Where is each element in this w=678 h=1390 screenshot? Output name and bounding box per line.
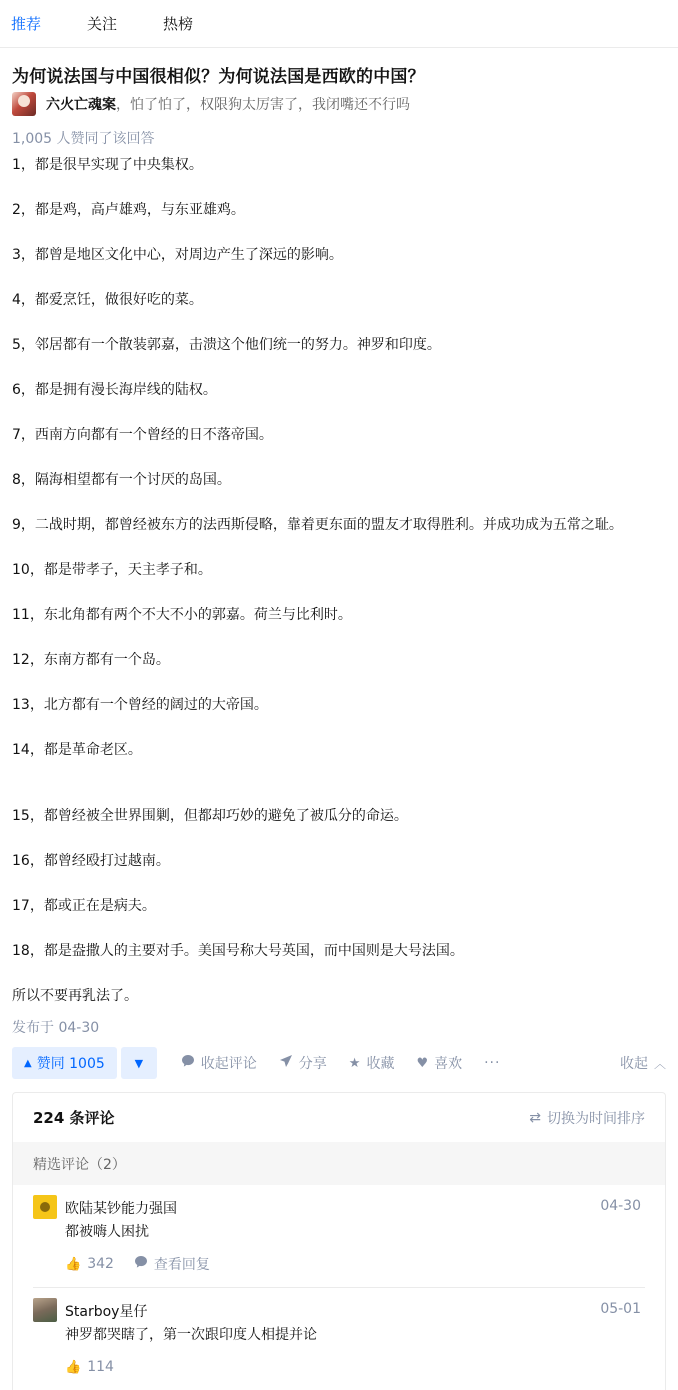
more-button[interactable] xyxy=(484,1055,500,1071)
comment-bubble-icon xyxy=(181,1054,195,1072)
author-avatar[interactable] xyxy=(12,92,36,116)
answer-paragraph: 11，东北角都有两个不大不小的郭嘉。荷兰与比利时。 xyxy=(12,607,352,623)
question-title[interactable]: 为何说法国与中国很相似？为何说法国是西欧的中国？ xyxy=(12,67,425,87)
comment-bubble-icon xyxy=(134,1255,148,1273)
comment-item xyxy=(13,1185,665,1279)
answer-paragraph: 10，都是带孝子，天主孝子和。 xyxy=(12,562,212,578)
comment-date: 05-01 xyxy=(600,1301,641,1317)
collapse-answer-button[interactable] xyxy=(620,1053,666,1073)
answer-paragraph: 所以不要再乳法了。 xyxy=(12,988,138,1004)
answer-paragraph: 5，邻居都有一个散装郭嘉，击溃这个他们统一的努力。神罗和印度。 xyxy=(12,337,441,353)
caret-up-icon: ▲ xyxy=(24,1057,32,1069)
answer-paragraph: 6，都是拥有漫长海岸线的陆权。 xyxy=(12,382,217,398)
caret-down-icon: ▼ xyxy=(134,1056,144,1070)
tab-recommend[interactable]: 推荐 xyxy=(11,15,42,33)
answer-paragraph: 8，隔海相望都有一个讨厌的岛国。 xyxy=(12,472,231,488)
answer-paragraph: 3，都曾是地区文化中心，对周边产生了深远的影响。 xyxy=(12,247,343,263)
collapse-comments-label: 收起评论 xyxy=(200,1056,257,1072)
commenter-name[interactable]: 欧陆某钞能力强国 xyxy=(65,1201,177,1217)
comment-like-count: 114 xyxy=(87,1359,114,1375)
upvote-label: 赞同 1005 xyxy=(36,1056,105,1072)
view-replies-label: 查看回复 xyxy=(153,1257,210,1273)
more-dots-icon: ··· xyxy=(484,1055,501,1071)
thumbs-up-icon: 👍 xyxy=(65,1256,82,1272)
comment-meta xyxy=(65,1352,645,1382)
answer-paragraph: 2，都是鸡，高卢雄鸡，与东亚雄鸡。 xyxy=(12,202,245,218)
commenter-name[interactable]: Starboy星仔 xyxy=(65,1304,148,1320)
answer-paragraph: 9，二战时期，都曾经被东方的法西斯侵略，靠着更东面的盟友才取得胜利。并成功成为五常之耻。 xyxy=(12,517,623,533)
answer-paragraph: 1，都是很早实现了中央集权。 xyxy=(12,157,203,173)
author-name[interactable]: 六火亡魂案 xyxy=(46,97,116,113)
comment-meta xyxy=(65,1249,645,1279)
share-label: 分享 xyxy=(298,1056,327,1072)
downvote-button[interactable] xyxy=(121,1047,157,1079)
comment-text: 都被嗨人困扰 xyxy=(65,1224,149,1240)
top-tab-bar xyxy=(0,0,678,48)
vote-summary: 1,005 人赞同了该回答 xyxy=(12,131,155,147)
collapse-label: 收起 xyxy=(619,1056,648,1072)
paper-plane-icon xyxy=(279,1054,293,1072)
favorite-button[interactable] xyxy=(349,1053,395,1073)
answer-action-bar xyxy=(12,1047,666,1079)
comment-item xyxy=(13,1288,665,1382)
answer-paragraph: 17，都或正在是病夫。 xyxy=(12,898,156,914)
favorite-label: 收藏 xyxy=(366,1056,395,1072)
author-bio: ，怕了怕了，权限狗太厉害了，我闭嘴还不行吗 xyxy=(116,97,410,113)
comment-like-button[interactable] xyxy=(65,1256,114,1272)
answer-paragraph: 14，都是革命老区。 xyxy=(12,742,142,758)
featured-comments-header: 精选评论（2） xyxy=(13,1143,665,1185)
upvote-button[interactable] xyxy=(12,1047,117,1079)
sort-toggle-button[interactable] xyxy=(529,1108,645,1128)
chevron-up-icon: ︿ xyxy=(653,1056,666,1071)
answer-content xyxy=(12,154,672,1030)
author-info xyxy=(12,91,410,117)
answer-paragraph: 16，都曾经殴打过越南。 xyxy=(12,853,170,869)
answer-paragraph: 12，东南方都有一个岛。 xyxy=(12,652,170,668)
answer-paragraph: 13，北方都有一个曾经的阔过的大帝国。 xyxy=(12,697,268,713)
publish-date[interactable]: 发布于 04-30 xyxy=(12,1020,100,1036)
tab-follow[interactable]: 关注 xyxy=(87,15,118,33)
share-button[interactable] xyxy=(279,1053,327,1073)
swap-icon: ⇄ xyxy=(529,1109,541,1126)
view-replies-button[interactable] xyxy=(134,1254,210,1274)
collapse-comments-button[interactable] xyxy=(181,1053,257,1073)
comment-like-button[interactable] xyxy=(65,1359,114,1375)
comment-like-count: 342 xyxy=(87,1256,114,1272)
comment-text: 神罗都哭瞎了，第一次跟印度人相提并论 xyxy=(65,1327,317,1343)
comments-panel xyxy=(12,1092,666,1390)
answer-paragraph: 15，都曾经被全世界围剿，但都却巧妙的避免了被瓜分的命运。 xyxy=(12,808,408,824)
answer-paragraph: 7，西南方向都有一个曾经的日不落帝国。 xyxy=(12,427,273,443)
star-icon: ★ xyxy=(348,1055,361,1071)
thumbs-up-icon: 👍 xyxy=(65,1359,82,1375)
comments-count: 224 条评论 xyxy=(33,1109,115,1127)
like-button[interactable] xyxy=(416,1053,462,1073)
heart-icon: ♥ xyxy=(416,1055,429,1071)
answer-paragraph: 18，都是盎撒人的主要对手。美国号称大号英国，而中国则是大号法国。 xyxy=(12,943,464,959)
comments-header xyxy=(13,1093,665,1143)
comment-date: 04-30 xyxy=(600,1198,641,1214)
tab-hot[interactable]: 热榜 xyxy=(163,15,194,33)
commenter-avatar[interactable] xyxy=(33,1195,57,1219)
like-label: 喜欢 xyxy=(434,1056,463,1072)
answer-paragraph: 4，都爱烹饪，做很好吃的菜。 xyxy=(12,292,203,308)
sort-label: 切换为时间排序 xyxy=(547,1110,645,1127)
commenter-avatar[interactable] xyxy=(33,1298,57,1322)
